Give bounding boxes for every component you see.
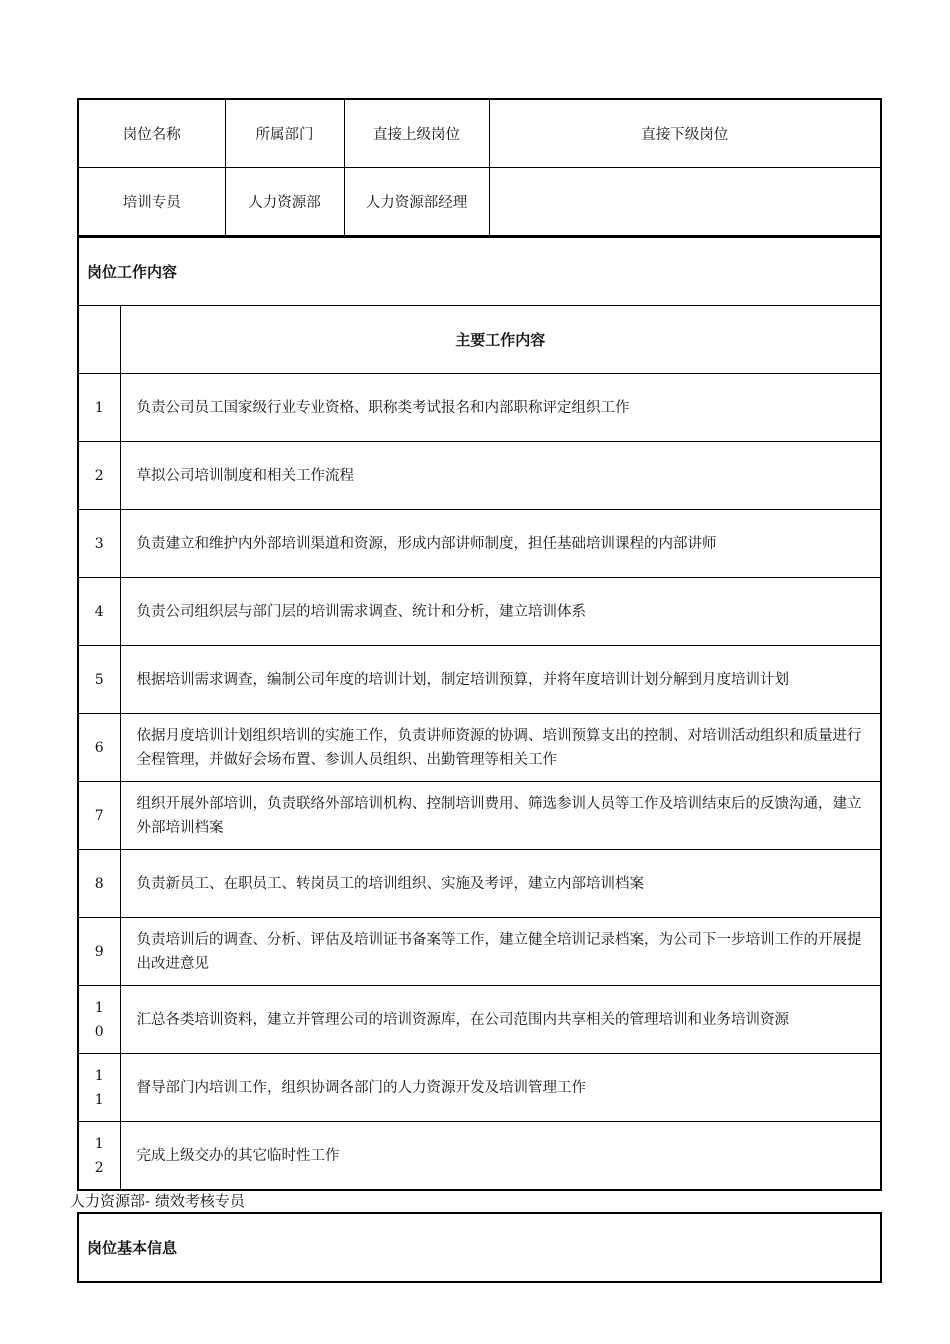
header-label-row xyxy=(78,99,881,168)
label-superior: 直接上级岗位 xyxy=(344,99,489,168)
label-department: 所属部门 xyxy=(225,99,344,168)
duty-number xyxy=(78,850,120,918)
duty-row xyxy=(78,850,881,918)
header-value-row xyxy=(78,168,881,237)
basic-info-title: 岗位基本信息 xyxy=(78,1213,881,1282)
section-row xyxy=(78,238,881,306)
duty-number-part: 1 xyxy=(94,1091,104,1108)
duties-header-row xyxy=(78,306,881,374)
duty-number-part: 1 xyxy=(94,1067,104,1084)
duty-text: 草拟公司培训制度和相关工作流程 xyxy=(120,442,881,510)
duty-text: 负责公司组织层与部门层的培训需求调查、统计和分析，建立培训体系 xyxy=(120,578,881,646)
duty-text: 根据培训需求调查，编制公司年度的培训计划，制定培训预算，并将年度培训计划分解到月度培训计划 xyxy=(120,646,881,714)
next-position-title: 人力资源部- 绩效考核专员 xyxy=(70,1192,245,1210)
duty-row xyxy=(78,1054,881,1122)
duty-number-part: 7 xyxy=(94,807,104,824)
value-department: 人力资源部 xyxy=(225,168,344,237)
duty-row xyxy=(78,714,881,782)
label-position-name: 岗位名称 xyxy=(78,99,225,168)
duty-number xyxy=(78,442,120,510)
duty-row xyxy=(78,986,881,1054)
duties-table xyxy=(77,237,882,1191)
duty-number xyxy=(78,986,120,1054)
duty-number-part: 3 xyxy=(94,535,104,552)
duty-row xyxy=(78,510,881,578)
duty-row xyxy=(78,782,881,850)
duty-text: 督导部门内培训工作，组织协调各部门的人力资源开发及培训管理工作 xyxy=(120,1054,881,1122)
duty-number-part: 8 xyxy=(94,875,104,892)
duty-text: 负责建立和维护内外部培训渠道和资源，形成内部讲师制度，担任基础培训课程的内部讲师 xyxy=(120,510,881,578)
duties-header: 主要工作内容 xyxy=(120,306,881,374)
duty-text: 完成上级交办的其它临时性工作 xyxy=(120,1122,881,1191)
duty-number-part: 1 xyxy=(94,1135,104,1152)
duty-number-part: 2 xyxy=(94,467,104,484)
value-superior: 人力资源部经理 xyxy=(344,168,489,237)
duty-number xyxy=(78,1122,120,1191)
basic-info-table xyxy=(77,1212,882,1283)
duty-number xyxy=(78,510,120,578)
label-subordinate: 直接下级岗位 xyxy=(489,99,881,168)
duty-number-part: 5 xyxy=(94,671,104,688)
duty-number-part: 9 xyxy=(94,943,104,960)
value-subordinate xyxy=(489,168,881,237)
duty-number xyxy=(78,646,120,714)
duty-number-part: 4 xyxy=(94,603,104,620)
duty-text: 组织开展外部培训，负责联络外部培训机构、控制培训费用、筛选参训人员等工作及培训结束后的反馈沟通，建立外部培训档案 xyxy=(120,782,881,850)
duty-text: 汇总各类培训资料，建立并管理公司的培训资源库，在公司范围内共享相关的管理培训和业务培训资源 xyxy=(120,986,881,1054)
duty-number xyxy=(78,374,120,442)
duty-number-part: 1 xyxy=(94,999,104,1016)
duty-row xyxy=(78,646,881,714)
value-position-name: 培训专员 xyxy=(78,168,225,237)
job-description-table xyxy=(77,98,882,1191)
duty-text: 负责公司员工国家级行业专业资格、职称类考试报名和内部职称评定组织工作 xyxy=(120,374,881,442)
next-table xyxy=(77,1212,882,1283)
duty-number xyxy=(78,918,120,986)
duty-number xyxy=(78,714,120,782)
duty-number-part: 0 xyxy=(94,1023,104,1040)
duty-row xyxy=(78,442,881,510)
duty-text: 依据月度培训计划组织培训的实施工作，负责讲师资源的协调、培训预算支出的控制、对培训活动组织和质量进行全程管理，并做好会场布置、参训人员组织、出勤管理等相关工作 xyxy=(120,714,881,782)
duty-number xyxy=(78,1054,120,1122)
header-table xyxy=(77,98,882,237)
duty-text: 负责新员工、在职员工、转岗员工的培训组织、实施及考评，建立内部培训档案 xyxy=(120,850,881,918)
duty-number xyxy=(78,578,120,646)
duty-row xyxy=(78,578,881,646)
duty-number xyxy=(78,782,120,850)
duty-row xyxy=(78,918,881,986)
duty-number-part: 2 xyxy=(94,1159,104,1176)
duty-row xyxy=(78,1122,881,1191)
duty-row xyxy=(78,374,881,442)
duty-number-part: 1 xyxy=(94,399,104,416)
duties-header-blank xyxy=(78,306,120,374)
duty-number-part: 6 xyxy=(94,739,104,756)
section-title: 岗位工作内容 xyxy=(78,238,881,306)
duty-text: 负责培训后的调查、分析、评估及培训证书备案等工作，建立健全培训记录档案，为公司下一步培训工作的开展提出改进意见 xyxy=(120,918,881,986)
duties-list xyxy=(78,374,881,1191)
